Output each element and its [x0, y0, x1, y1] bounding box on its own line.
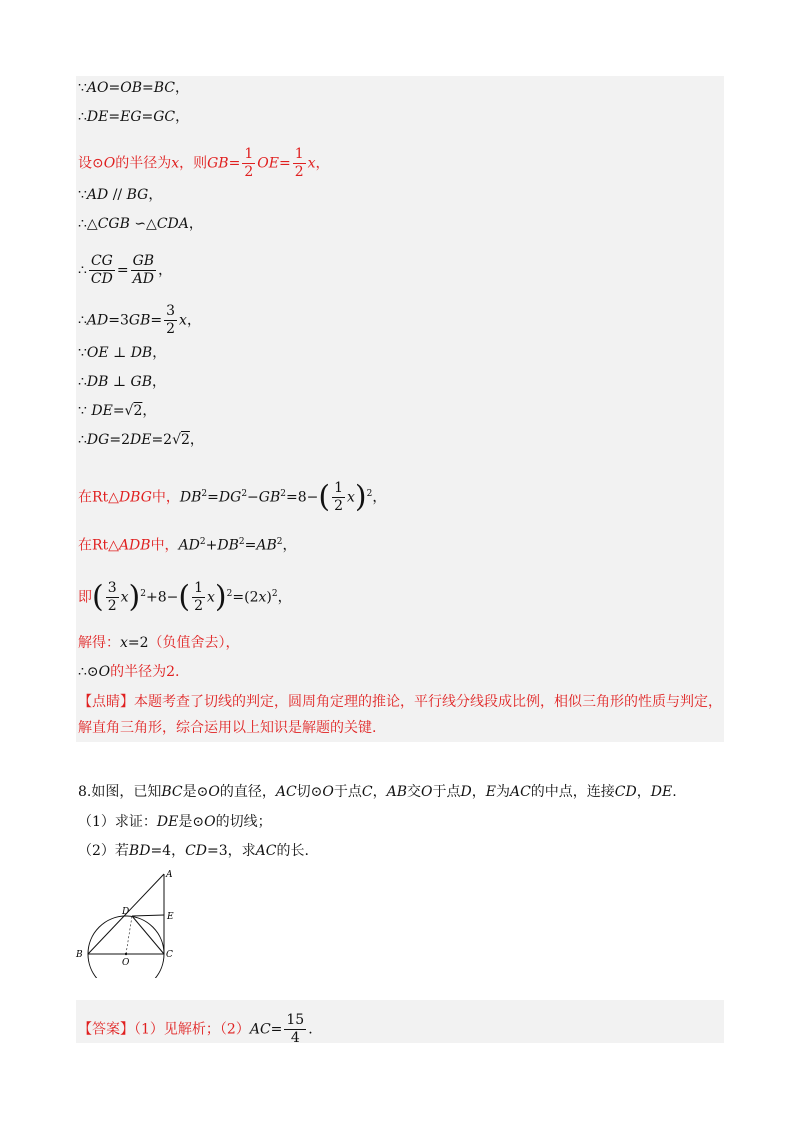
solution-line-2: ∴DE=EG=GC， [78, 109, 190, 125]
answer-tag: 【答案】 [78, 1021, 134, 1038]
question-stem: 8.如图，已知BC是⊙O的直径，AC切⊙O于点C，AB交O于点D，E为AC的中点，连接CD，DE. [78, 784, 677, 800]
geometry-figure [70, 868, 190, 978]
solution-line-6: ∴ $\frac{CG}{CD}$ = $\frac{GB}{AD}$ ， [78, 253, 173, 287]
solution-line-1: ∵AO=OB=BC， [78, 80, 190, 96]
answer-line: 【答案】（1）见解析；（2）AC= $\frac{15}{4}$ . [78, 1012, 313, 1046]
solution-line-3: 设⊙O的半径为x，则GB= $\frac{1}{2}$ OE= $\frac{1}{2}$ x， [78, 146, 330, 180]
label-c: C [166, 950, 173, 960]
solution-line-14: 即( $\frac{3}{2}$ x)$^2$+8−( $\frac{1}{2}$ $x)^2=(2x)^2$， [78, 579, 292, 615]
solution-line-8: ∵OE ⊥ DB， [78, 345, 167, 361]
question-part-1: （1）求证：DE是⊙O的切线； [78, 814, 272, 830]
comment-tag: 【点睛】 [78, 694, 134, 710]
solution-line-9: ∴DB ⊥ GB， [78, 374, 166, 390]
solution-line-5: ∴△CGB ∽△CDA， [78, 216, 203, 232]
solution-line-10: ∵ DE=√2， [78, 403, 157, 419]
label-o: O [122, 958, 130, 968]
comment-paragraph [78, 689, 722, 741]
comment-text: 本题考查了切线的判定，圆周角定理的推论，平行线分线段成比例，相似三角形的性质与判定，解直角三角形，综合运用以上知识是解题的关键. [78, 694, 722, 736]
solution-line-15: 解得：x=2（负值舍去）， [78, 635, 240, 651]
label-b: B [76, 950, 83, 960]
solution-line-13: 在Rt△ADB中，$AD^2+DB^2=AB^2$， [78, 537, 297, 554]
label-d: D [122, 907, 130, 917]
solution-line-11: ∴DG=2DE=2√2， [78, 432, 204, 448]
solution-line-4: ∵AD // BG， [78, 187, 163, 203]
solution-line-7: ∴AD=3GB= $\frac{3}{2}$ x， [78, 303, 201, 337]
solution-line-12: 在Rt△DBG中，$DB^2=DG^2-GB^2=8-$( $\frac{1}{2}$ x)$^2$， [78, 479, 387, 515]
label-e: E [167, 912, 174, 922]
solution-line-16: ∴⊙O的半径为2. [78, 664, 180, 680]
label-a: A [166, 870, 173, 880]
question-part-2: （2）若BD=4，CD=3，求AC的长. [78, 843, 309, 859]
